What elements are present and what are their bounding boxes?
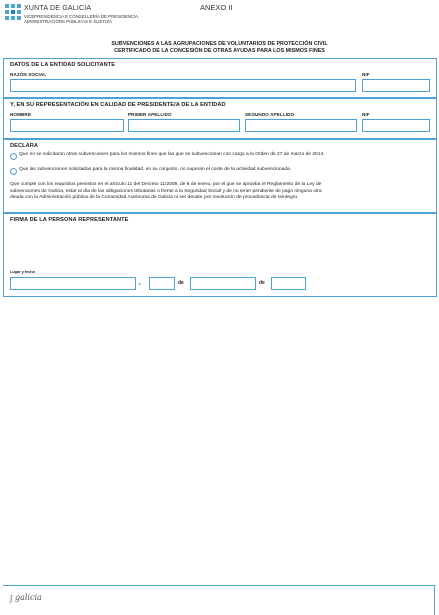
declara-section-title: DECLARA [10, 143, 39, 149]
declara-section [3, 139, 437, 213]
option-2-text: Que las subvenciones solicitadas para la misma finalidad, en su conjunto, no superan el coste de la actividad subvencionada. [19, 167, 292, 172]
annex-label: ANEXO II [200, 3, 233, 12]
dept-line-2: ADMINISTRACIÓNS PÚBLICAS E XUSTIZA [24, 19, 112, 24]
entity-nif-input[interactable] [362, 79, 430, 92]
comma-separator: , [139, 280, 141, 286]
dept-line-1: VICEPRESIDENCIA E CONSELLERÍA DE PRESIDENCIA, [24, 14, 140, 19]
galicia-logo-mark-icon: ∫ [10, 594, 13, 603]
mes-input[interactable] [190, 277, 256, 290]
doc-title-line-1: SUBVENCIONES A LAS AGRUPACIONES DE VOLUNTARIOS DE PROTECCIÓN CIVIL [111, 41, 328, 47]
option-1-radio[interactable] [10, 153, 17, 160]
statement-line-1: Que cumple con los requisitos previstos en el artículo 11 del Decreto 11/2009, de 8 de enero, por el que se aprueba el Reglamento de la Ley de [10, 182, 322, 187]
dia-input[interactable] [149, 277, 175, 290]
segundo-apellido-input[interactable] [245, 119, 357, 132]
rep-nif-label: NIF [362, 112, 370, 117]
footer-logo-text: galicia [15, 593, 42, 602]
razon-social-input[interactable] [10, 79, 356, 92]
nombre-label: NOMBRE [10, 112, 32, 117]
lugar-fecha-label: Lugar y fecha [10, 270, 35, 274]
primer-apellido-label: PRIMER APELLIDO [128, 112, 172, 117]
razon-social-label: RAZÓN SOCIAL [10, 72, 47, 77]
org-name: XUNTA DE GALICIA [24, 5, 92, 12]
doc-title-line-2: CERTIFICADO DE LA CONCESIÓN DE OTRAS AYUDAS PARA LOS MISMOS FINES [114, 48, 325, 54]
de-separator-2: de [259, 280, 265, 286]
ano-input[interactable] [271, 277, 306, 290]
lugar-input[interactable] [10, 277, 136, 290]
footer-divider [3, 585, 435, 586]
statement-line-2: subvenciones de Galicia, estar al día de las obligaciones tributarias o frente a la Seguridad Social y de no tener pendiente de pago ninguna otra [10, 188, 322, 194]
entity-nif-label: NIF [362, 72, 370, 77]
representative-section-title: Y, EN SU REPRESENTACIÓN EN CALIDAD DE PRESIDENTE/A DE LA ENTIDAD [10, 102, 226, 108]
statement-line-3: deuda con la Administración pública de la Comunidad Autónoma de Galicia ni ser deudor por resolución de procedencia de reintegro. [10, 195, 299, 200]
option-2-radio[interactable] [10, 168, 17, 175]
rep-nif-input[interactable] [362, 119, 430, 132]
segundo-apellido-label: SEGUNDO APELLIDO [245, 112, 295, 117]
primer-apellido-input[interactable] [128, 119, 240, 132]
de-separator-1: de [178, 280, 184, 286]
nombre-input[interactable] [10, 119, 124, 132]
footer-right-divider [434, 585, 435, 615]
entity-section-title: DATOS DE LA ENTIDAD SOLICITANTE [10, 62, 116, 68]
signature-area[interactable] [10, 228, 430, 268]
option-1-text: Que no se solicitaron otras subvenciones para los mismos fines que las que se subvencionan con cargo a la Orden de 27 de marzo de 2014. [19, 152, 325, 157]
xunta-logo [5, 4, 21, 20]
xunta-cross-icon [5, 4, 21, 20]
firma-section-title: FIRMA DE LA PERSONA REPRESENTANTE [10, 217, 129, 223]
